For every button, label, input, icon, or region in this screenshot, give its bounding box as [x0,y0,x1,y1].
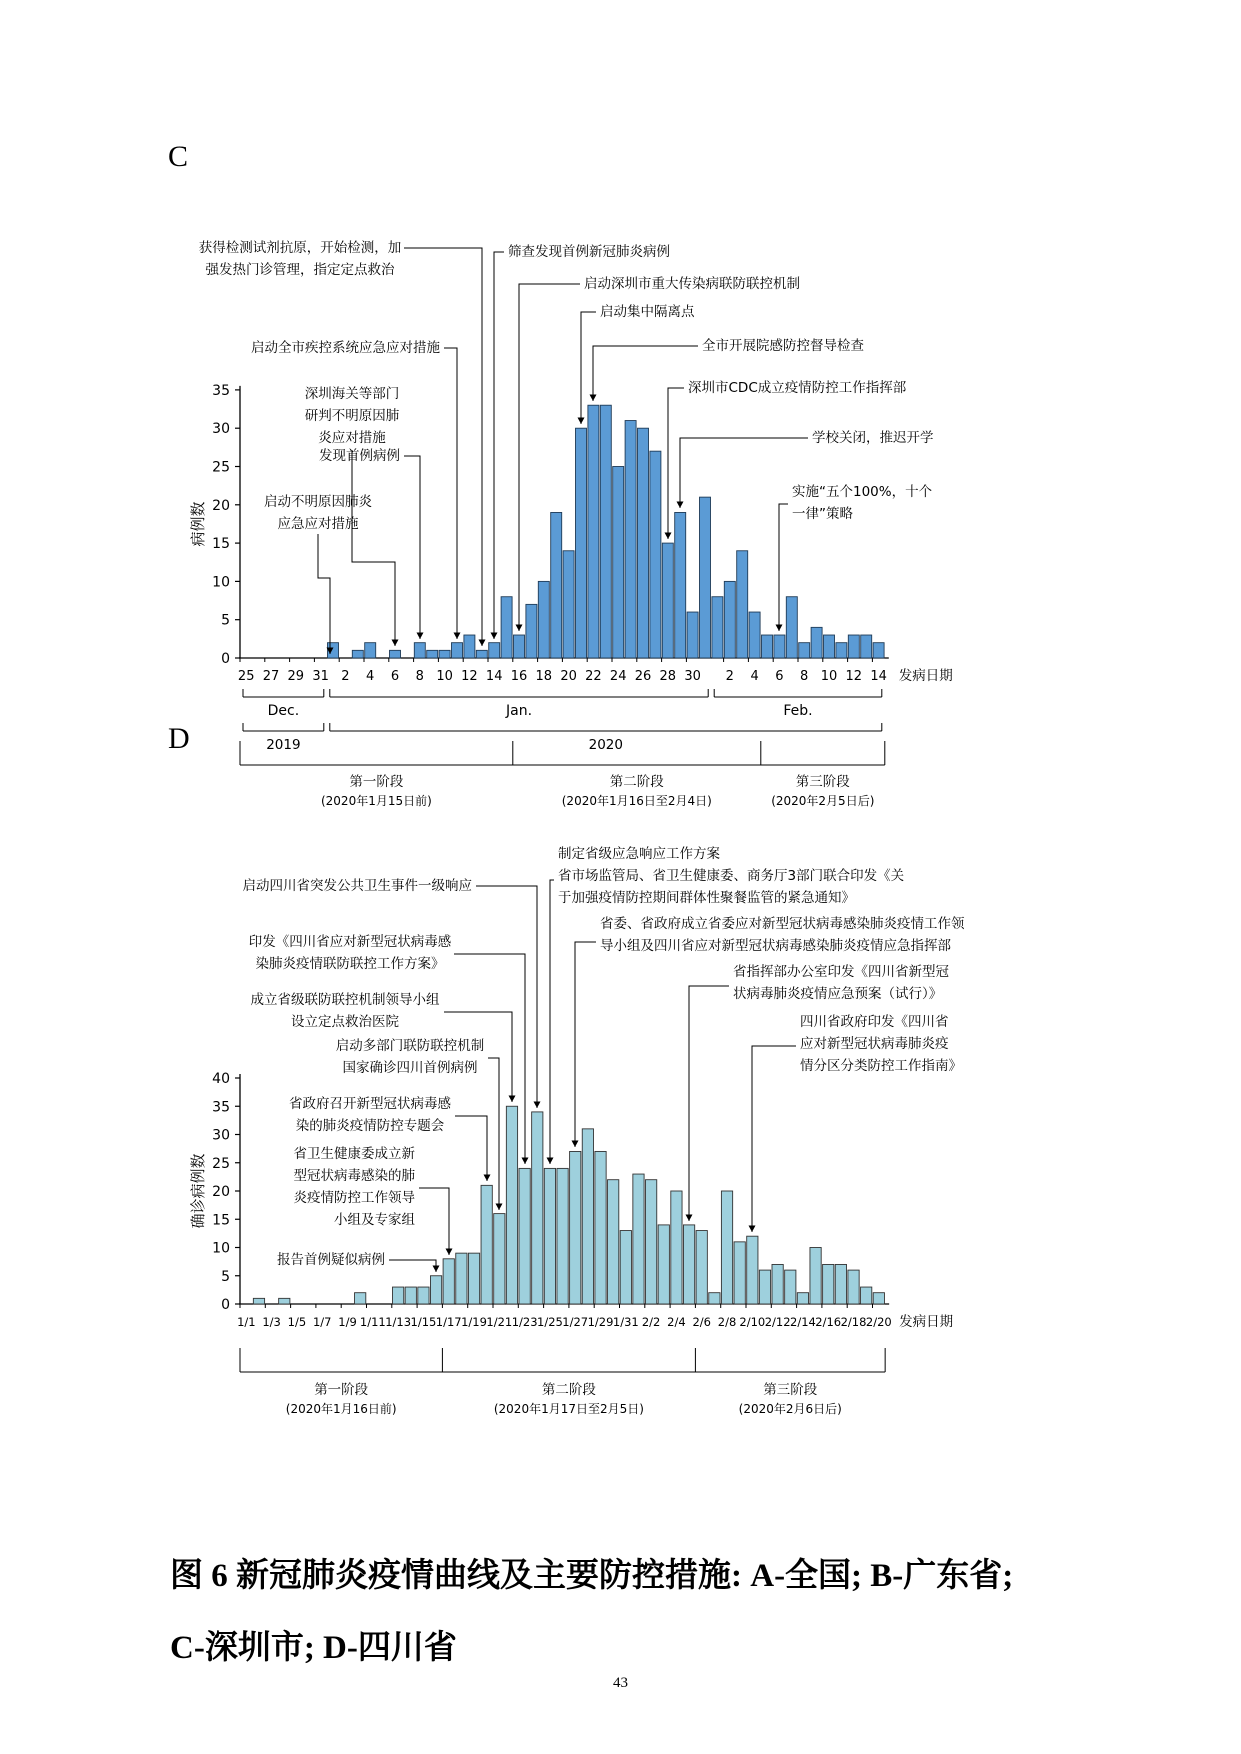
chart-c [189,239,953,808]
bar-2/17 [835,1264,846,1304]
y-tick-label: 30 [212,421,230,438]
x-tick-label: 1/13 [385,1315,412,1329]
annotation-arrowhead [665,533,672,540]
annotation-connector [752,1046,796,1232]
annotation-line: 强发热门诊管理，指定定点救治 [205,262,395,278]
bracket-label: Jan. [505,703,533,719]
annotation-line: 研判不明原因肺 [304,408,400,424]
annotation-arrowhead [534,1102,541,1109]
bar-2/1 [633,1174,644,1304]
annotation-text [600,915,965,954]
bar-1/9 [427,650,438,658]
y-tick-label: 20 [212,1184,230,1200]
bar-1/21 [494,1214,505,1304]
annotation-arrowhead [496,1204,503,1211]
y-tick-label: 10 [212,574,230,591]
bar-1/14 [405,1287,416,1304]
annotation-connector [689,986,729,1221]
annotation-arrowhead [392,640,399,647]
x-tick-label: 1/11 [359,1315,386,1329]
bar-1/30 [687,612,698,658]
bar-2/11 [759,1270,770,1304]
annotation-c-6 [264,493,372,654]
bar-1/29 [595,1151,606,1304]
x-tick-label: 1/17 [435,1315,462,1329]
annotation-line: 染肺炎疫情联防联控工作方案》 [255,956,445,972]
bar-2/13 [785,1270,796,1304]
annotation-d-5 [294,1145,453,1255]
annotation-line: 一律”策略 [792,506,853,522]
x-tick-label: 22 [585,669,602,684]
bar-2/14 [873,643,884,658]
x-tick-label: 1/21 [486,1315,513,1329]
bar-1/12 [464,635,475,658]
y-tick-label: 25 [212,1155,230,1172]
y-tick-label: 10 [212,1240,230,1257]
annotation-line: 省市场监管局、省卫生健康委、商务厅3部门联合印发《关 [558,868,905,884]
annotation-line: 情分区分类防控工作指南》 [800,1058,962,1074]
annotation-connector [575,942,596,1147]
y-tick-label: 15 [212,1212,230,1229]
y-tick-label: 40 [212,1071,230,1087]
annotation-connector [352,450,395,646]
bar-1/4 [279,1298,290,1304]
x-tick-label: 8 [415,669,424,684]
bar-2/19 [861,1287,872,1304]
bracket-label: Feb. [783,703,813,719]
bar-2/8 [721,1191,732,1304]
x-tick-label: 1/15 [410,1315,437,1329]
stage-date: (2020年1月17日至2月5日) [493,1402,644,1416]
bar-1/10 [355,1293,366,1304]
annotation-line: 制定省级应急响应工作方案 [558,846,720,862]
annotation-arrowhead [446,1249,453,1256]
annotation-text [294,1145,416,1228]
x-tick-label: 20 [560,669,577,684]
annotation-text [702,337,864,354]
bracket-label: 2019 [266,737,301,753]
x-tick-label: 6 [775,669,784,684]
annotation-line: 设立定点救治医院 [291,1014,399,1030]
y-tick-label: 5 [221,1268,230,1285]
x-tick-label: 31 [312,669,329,684]
annotation-arrowhead [522,1158,529,1165]
x-tick-label: 26 [634,669,652,684]
annotation-line: 启动全市疾控系统应急应对措施 [251,340,440,356]
stage-name: 第一阶段 [314,1382,369,1398]
annotation-line: 启动多部门联防联控机制 [335,1038,485,1054]
annotation-line: 省卫生健康委成立新 [293,1146,415,1162]
bar-1/27 [650,451,661,658]
bar-1/28 [582,1129,593,1304]
annotation-line: 实施“五个100%，十个 [792,484,933,500]
y-tick-label: 25 [212,459,230,476]
annotation-connector [318,534,330,654]
bar-2/11 [836,643,847,658]
x-tick-label: 14 [485,669,503,684]
bar-2/13 [861,635,872,658]
y-tick-label: 15 [212,536,230,553]
bar-2/4 [749,612,760,658]
bar-1/23 [600,405,611,658]
bar-1/19 [468,1253,479,1304]
bar-2/8 [799,643,810,658]
annotation-line: 启动四川省突发公共卫生事件一级响应 [242,878,472,894]
x-tick-label: 2/10 [739,1315,766,1329]
x-tick-label: 28 [659,669,677,684]
x-tick-label: 2/14 [790,1315,816,1329]
x-tick-label: 18 [535,669,553,684]
x-tick-label: 2/4 [667,1315,686,1329]
bar-1/26 [638,428,649,658]
x-tick-label: 1/23 [511,1315,538,1329]
bar-2/10 [747,1236,758,1304]
x-tick-label: 10 [820,669,838,684]
bar-1/19 [551,512,562,658]
annotation-arrowhead [491,633,498,640]
x-tick-label: 2 [341,669,350,684]
annotation-arrowhead [454,633,461,640]
y-tick-label: 20 [212,497,230,514]
annotation-text [249,933,452,972]
annotation-arrowhead [509,1096,516,1103]
bar-1/30 [608,1180,619,1304]
annotation-arrowhead [547,1158,554,1165]
bar-1/23 [519,1168,530,1304]
x-tick-label: 14 [870,669,887,684]
annotation-connector [444,1012,512,1102]
bar-1/18 [456,1253,467,1304]
annotation-text [508,243,670,260]
bar-1/15 [418,1287,429,1304]
x-tick-label: 8 [800,669,809,684]
bar-1/11 [452,643,463,658]
bar-2/7 [786,597,797,658]
bar-2/6 [696,1231,707,1304]
y-tick-label: 0 [221,1297,230,1313]
annotation-line: 省政府召开新型冠状病毒感 [289,1096,451,1112]
x-tick-label: 2/18 [840,1315,867,1329]
bar-1/25 [544,1168,555,1304]
bar-1/3 [352,650,363,658]
bar-1/31 [700,497,711,658]
panel-d-letter: D [168,722,190,755]
bar-2/9 [734,1242,745,1304]
x-tick-label: 25 [237,669,255,684]
annotation-line: 深圳市CDC成立疫情防控工作指挥部 [688,380,907,396]
annotation-line: 四川省政府印发《四川省 [800,1014,949,1030]
annotation-connector [404,248,482,646]
annotation-line: 深圳海关等部门 [304,386,400,402]
panel-c-letter: C [168,140,189,173]
bracket-label: 2020 [588,737,623,753]
annotation-arrowhead [578,418,585,425]
annotation-text [251,991,440,1030]
annotation-text [199,239,402,278]
y-tick-label: 0 [221,651,230,667]
annotation-text [336,1037,485,1076]
annotation-line: 状病毒肺炎疫情应急预案（试行）》 [733,986,943,1002]
y-tick-label: 35 [212,1099,230,1116]
annotation-connector [389,1260,436,1272]
x-axis-title: 发病日期 [899,1314,954,1330]
x-tick-label: 29 [287,669,305,684]
bars [328,405,885,658]
annotation-connector [404,456,420,639]
bar-1/2 [253,1298,264,1304]
figure-caption [170,1540,1130,1684]
bar-2/15 [810,1248,821,1305]
annotation-text [558,845,905,906]
x-tick-label: 1/29 [587,1315,614,1329]
bar-1/4 [365,643,376,658]
annotation-text [289,1095,451,1134]
x-tick-label: 4 [750,669,759,684]
bar-1/24 [613,467,624,659]
annotation-arrowhead [572,1141,579,1148]
annotation-arrowhead [686,1215,693,1222]
stage-name: 第一阶段 [349,774,404,790]
annotation-c-5 [319,448,424,639]
annotation-line: 启动不明原因肺炎 [264,494,372,510]
annotation-line: 启动深圳市重大传染病联防联控机制 [584,276,800,292]
bar-1/27 [570,1151,581,1304]
bar-1/26 [557,1168,568,1304]
bar-2/3 [658,1225,669,1304]
annotation-line: 国家确诊四川首例病例 [342,1060,478,1076]
annotation-connector [494,252,504,639]
annotation-line: 省委、省政府成立省委应对新型冠状病毒感染肺炎疫情工作领 [600,916,965,932]
annotation-d-6 [277,1251,440,1272]
bar-1/6 [390,650,401,658]
x-tick-label: 2/2 [641,1315,661,1329]
annotation-line: 应对新型冠状病毒肺炎疫 [800,1036,949,1052]
annotation-line: 筛查发现首例新冠肺炎病例 [508,244,670,260]
annotation-line: 于加强疫情防控期间群体性聚餐监管的紧急通知》 [558,890,855,906]
annotation-line: 应急应对措施 [277,516,359,532]
stage-date: (2020年1月16日前) [285,1402,397,1416]
x-tick-label: 16 [510,669,528,684]
y-tick-label: 30 [212,1127,230,1144]
x-tick-label: 1/19 [461,1315,487,1329]
x-tick-label: 1/1 [237,1315,256,1329]
annotation-text [792,484,933,522]
annotation-line: 小组及专家组 [334,1212,415,1228]
bar-1/25 [625,421,636,658]
annotation-arrowhead [776,625,783,632]
x-tick-label: 1/25 [537,1315,563,1329]
x-tick-label: 1/31 [612,1315,639,1329]
annotation-connector [444,348,457,639]
chart-d [189,845,965,1416]
bar-1/16 [430,1276,441,1304]
annotation-c-11 [776,484,933,631]
bar-2/5 [683,1225,694,1304]
stage-name: 第三阶段 [795,774,850,790]
bar-2/10 [824,635,835,658]
bar-1/18 [538,581,549,658]
annotation-line: 启动集中隔离点 [600,304,695,320]
annotation-line: 获得检测试剂抗原，开始检测，加 [198,240,402,256]
annotation-arrowhead [516,625,523,632]
bar-1/22 [588,405,599,658]
bar-2/2 [724,581,735,658]
annotation-arrowhead [484,1175,491,1182]
annotation-line: 省指挥部办公室印发《四川省新型冠 [733,964,949,980]
bar-1/21 [576,428,587,658]
bar-2/7 [709,1293,720,1304]
annotation-text [319,448,400,464]
x-tick-label: 4 [366,669,375,684]
caption-line-1: 图 6 新冠肺炎疫情曲线及主要防控措施: A-全国; B-广东省; [170,1558,1014,1594]
bar-2/1 [712,597,723,658]
bar-1/28 [662,543,673,658]
x-axis-title: 发病日期 [898,668,953,684]
x-tick-label: 1/27 [562,1315,589,1329]
stage-date: (2020年2月5日后) [771,794,875,808]
bar-2/14 [797,1293,808,1304]
annotation-line: 炎应对措施 [318,430,386,446]
annotation-d-7 [547,845,905,1164]
bar-2/12 [772,1264,783,1304]
annotation-arrowhead [433,1266,440,1273]
x-tick-label: 12 [461,669,478,684]
annotation-connector [476,886,537,1108]
annotation-line: 报告首例疑似病例 [277,1252,385,1268]
bar-2/12 [848,635,859,658]
bar-2/20 [873,1293,884,1304]
y-tick-label: 35 [212,382,230,399]
x-tick-label: 2/6 [692,1315,711,1329]
x-tick-label: 1/5 [287,1315,307,1329]
stage-date: (2020年1月15日前) [320,794,432,808]
x-tick-label: 24 [609,669,627,684]
y-axis-title: 确诊病例数 [189,1153,207,1229]
annotation-c-3 [251,339,461,639]
x-tick-label: 1/3 [262,1315,281,1329]
annotation-line: 全市开展院感防控督导检查 [702,338,864,354]
x-tick-label: 1/9 [338,1315,357,1329]
annotation-line: 炎疫情防控工作领导 [293,1190,415,1206]
bar-1/16 [514,635,525,658]
annotation-arrowhead [749,1226,756,1233]
x-tick-label: 2/20 [865,1315,892,1329]
bar-1/29 [675,512,686,658]
x-tick-label: 2 [725,669,734,684]
bar-1/24 [532,1112,543,1304]
stage-name: 第二阶段 [609,774,664,790]
x-tick-label: 10 [436,669,453,684]
annotation-text [264,493,372,532]
bar-2/16 [823,1264,834,1304]
bar-2/6 [774,635,785,658]
annotation-line: 印发《四川省应对新型冠状病毒感 [248,934,452,950]
bar-1/14 [489,643,500,658]
annotation-line: 成立省级联防联控机制领导小组 [250,992,440,1008]
annotation-connector [455,1116,487,1181]
annotation-line: 染的肺炎疫情防控专题会 [295,1118,445,1134]
annotation-d-10 [749,1013,963,1232]
x-tick-label: 30 [684,669,701,684]
annotation-arrowhead [479,640,486,647]
x-tick-label: 12 [845,669,863,684]
annotation-text [733,963,949,1002]
annotation-connector [593,346,698,401]
bar-2/9 [811,627,822,658]
x-tick-label: 27 [262,669,280,684]
annotation-arrowhead [677,502,684,509]
annotation-d-8 [572,915,965,1147]
caption-line-2: C-深圳市; D-四川省 [170,1630,457,1666]
bar-1/13 [393,1287,404,1304]
y-axis-title: 病例数 [189,501,207,547]
bar-1/20 [481,1185,492,1304]
bar-1/8 [414,643,425,658]
stage-name: 第三阶段 [763,1382,818,1398]
annotation-text [584,275,800,292]
annotation-d-9 [686,963,950,1221]
annotation-text [305,386,400,446]
annotation-text [600,303,695,320]
bar-2/2 [646,1180,657,1304]
annotation-text [812,429,934,446]
bar-2/18 [848,1270,859,1304]
bar-1/17 [526,604,537,658]
annotation-text [277,1251,385,1268]
annotation-text [688,379,907,396]
bar-1/20 [563,551,574,658]
x-tick-label: 2/12 [764,1315,791,1329]
bar-2/3 [737,551,748,658]
bar-2/4 [671,1191,682,1304]
stage-date: (2020年2月6日后) [738,1402,842,1416]
stage-name: 第二阶段 [541,1382,596,1398]
bar-1/10 [439,650,450,658]
annotation-line: 学校关闭，推迟开学 [812,430,934,446]
x-tick-label: 2/8 [717,1315,737,1329]
bar-1/31 [620,1231,631,1304]
bracket-label: Dec. [267,703,300,719]
page-number: 43 [613,1675,628,1691]
annotation-text [800,1013,962,1074]
annotation-line: 导小组及四川省应对新型冠状病毒感染肺炎疫情应急指挥部 [600,938,951,954]
annotation-arrowhead [417,633,424,640]
annotation-line: 发现首例病例 [319,448,400,464]
bar-1/17 [443,1259,454,1304]
annotation-connector [550,880,554,1164]
x-tick-label: 1/7 [312,1315,332,1329]
x-tick-label: 6 [390,669,400,684]
bar-1/22 [506,1106,517,1304]
x-tick-label: 2/16 [815,1315,842,1329]
stage-date: (2020年1月16日至2月4日) [561,794,712,808]
bar-2/5 [762,635,773,658]
bar-1/13 [476,650,487,658]
annotation-arrowhead [590,395,597,402]
y-tick-label: 5 [221,612,230,629]
bar-1/15 [501,597,512,658]
annotation-connector [419,1188,449,1255]
annotation-text [251,339,440,356]
annotation-line: 型冠状病毒感染的肺 [293,1168,415,1184]
annotation-text [243,877,473,894]
